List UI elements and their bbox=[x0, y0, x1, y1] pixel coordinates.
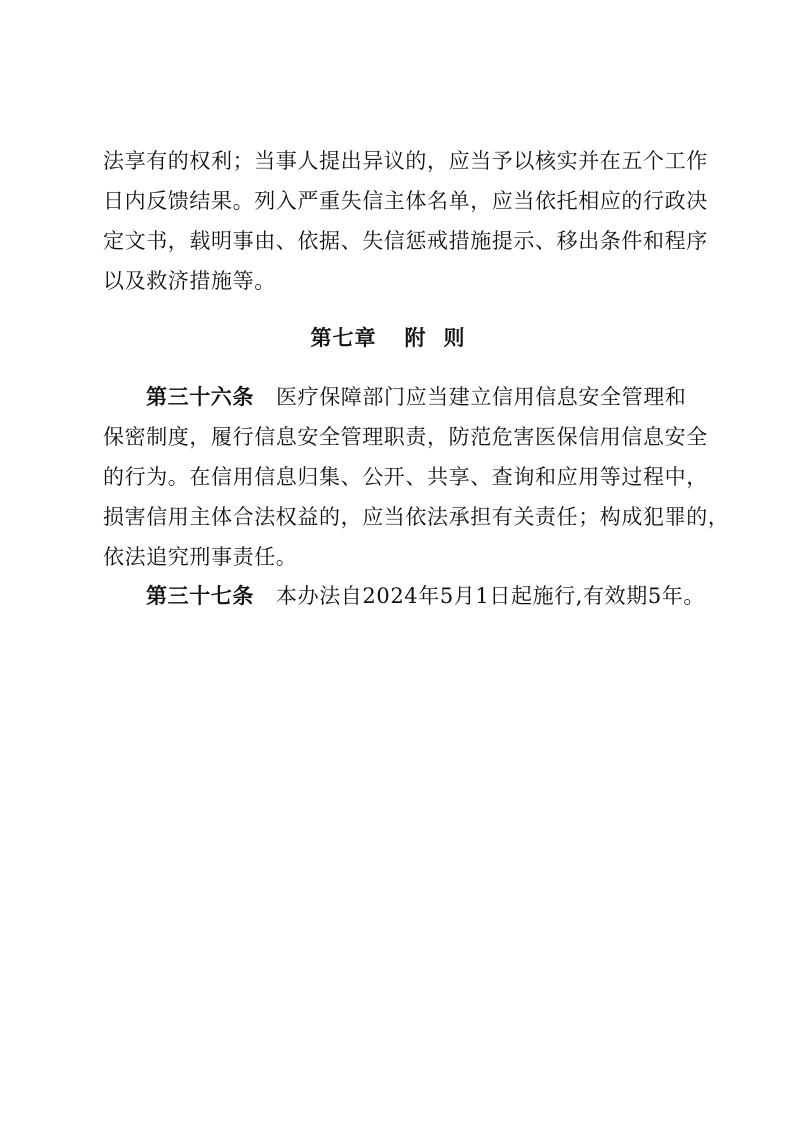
article-37-text: 本办法自2024年5月1日起施行,有效期5年。 bbox=[276, 584, 705, 608]
article-36-first-line bbox=[146, 382, 693, 412]
article-36-line-5: 依法追究刑事责任。 bbox=[103, 545, 298, 569]
chapter-heading bbox=[0, 323, 793, 353]
intro-line-3: 定文书，载明事由、依据、失信惩戒措施提示、移出条件和程序 bbox=[103, 229, 708, 253]
chapter-title: 附则 bbox=[404, 326, 483, 350]
article-37-label: 第三十七条 bbox=[146, 584, 254, 608]
article-37-line bbox=[146, 581, 705, 611]
intro-line-4: 以及救济措施等。 bbox=[103, 269, 276, 293]
intro-line-1: 法享有的权利；当事人提出异议的，应当予以核实并在五个工作 bbox=[103, 149, 708, 173]
article-36-text: 医疗保障部门应当建立信用信息安全管理和 bbox=[276, 385, 687, 409]
chapter-number: 第七章 bbox=[310, 326, 377, 350]
article-36-line-3: 的行为。在信用信息归集、公开、共享、查询和应用等过程中， bbox=[103, 465, 708, 489]
intro-line-2: 日内反馈结果。列入严重失信主体名单，应当依托相应的行政决 bbox=[103, 189, 708, 213]
article-36-line-2: 保密制度，履行信息安全管理职责，防范危害医保信用信息安全 bbox=[103, 425, 708, 449]
article-36-line-4: 损害信用主体合法权益的，应当依法承担有关责任；构成犯罪的， bbox=[103, 505, 730, 529]
article-36-label: 第三十六条 bbox=[146, 385, 254, 409]
